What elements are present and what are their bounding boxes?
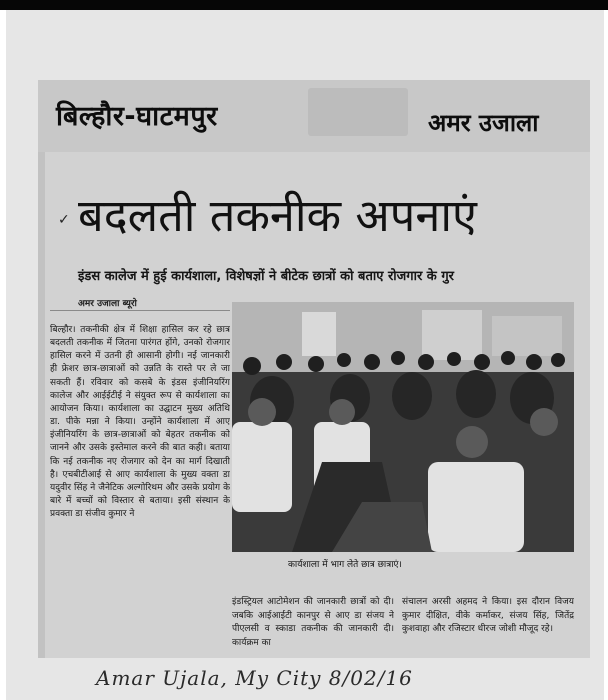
workshop-photo bbox=[232, 302, 574, 552]
newspaper-brand: अमर उजाला bbox=[428, 109, 539, 137]
newspaper-logo-watermark bbox=[308, 88, 408, 136]
photo-caption-band bbox=[232, 552, 574, 578]
byline-rule bbox=[50, 310, 230, 311]
article-body-right-column: संचालन अरसी अहमद ने किया। इस दौरान विजय कुमार दीक्षित, वीके कर्माकर, संजय सिंह, जितेंद्र कुशवाहा और रजिस्टार धीरज जोशी मौजूद रहे। bbox=[402, 597, 574, 634]
article-subheadline: इंडस कालेज में हुई कार्यशाला, विशेषज्ञों ने बीटेक छात्रों को बताए रोजगार के गुर bbox=[78, 269, 454, 284]
article-byline: अमर उजाला ब्यूरो bbox=[78, 299, 137, 309]
clipping-cut-edge bbox=[38, 80, 45, 658]
article-headline: बदलती तकनीक अपनाएं bbox=[78, 189, 477, 242]
scan-top-border bbox=[0, 0, 608, 10]
scanned-page bbox=[6, 10, 604, 700]
pen-tick-mark: ✓ bbox=[58, 212, 70, 228]
newspaper-clipping bbox=[38, 80, 590, 658]
section-name: बिल्हौर-घाटमपुर bbox=[56, 101, 218, 132]
photo-caption: कार्यशाला में भाग लेते छात्र छात्राएं। bbox=[288, 560, 402, 570]
handwritten-source-note: Amar Ujala, My City 8/02/16 bbox=[96, 666, 413, 690]
article-body-middle-column: इंडस्ट्रियल आटोमेशन की जानकारी छात्रों को दी। जबकि आईआईटी कानपुर से आए डा संजय ने पीएलसी व स्काडा तकनीक की जानकारी दी। कार्यक्रम का bbox=[232, 597, 394, 648]
article-body-left-column: बिल्हौर। तकनीकी क्षेत्र में शिक्षा हासिल कर रहे छात्र बदलती तकनीक में जितना पारंगत होंगे, उनको रोजगार हासिल करने में उतनी ही आसानी होगी। नई जानकारी ही फ्रेशर छात्र-छात्राओं को उन्नति के रास्ते पर ले जा सकती हैं। रविवार को कसबे के इंडस इंजीनियरिंग कालेज और आईईटीई ने संयुक्त रूप से कार्यशाला का आयोजन किया। कार्यशाला का उद्घाटन मुख्य अतिथि डा. पीके मन्ना ने किया। उन्होंने कार्यशाला में आए इंजीनियरिंग के छात्र-छात्राओं को बेहतर तकनीक को जानने और उसके इस्तेमाल करने की बात कही। बताया कि नई तकनीक नए रोजगार को देन का मार्ग दिखाती है। एचबीटीआई से आए कार्यशाला के मुख्य वक्ता डा यदुवीर सिंह ने जैनेटिक अल्गोरिथम और उसके प्रयोग के बारे में बच्चों को विस्तार से बताया। इसी संस्थान के प्रवक्ता डा संजीव कुमार ने bbox=[50, 325, 230, 520]
